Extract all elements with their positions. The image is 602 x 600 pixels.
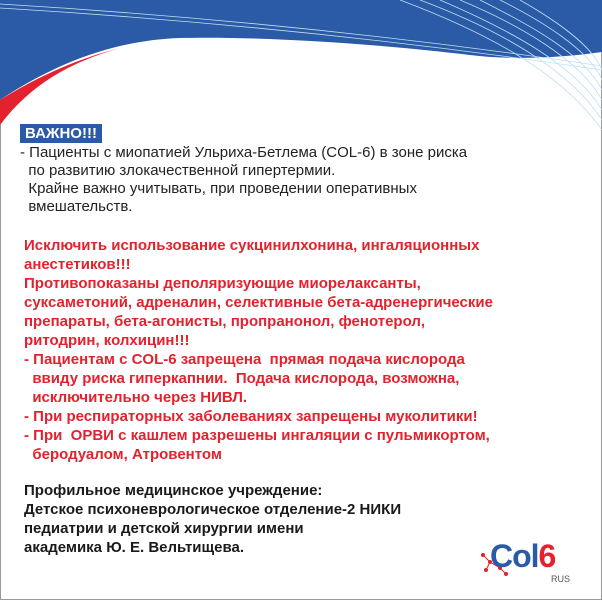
institution-line: Профильное медицинское учреждение: <box>24 482 323 499</box>
warning-line: ввиду риска гиперкапнии. Подача кислорода, возможна, <box>24 370 460 387</box>
warning-line: анестетиков!!! <box>24 256 131 273</box>
institution-line: академика Ю. Е. Вельтищева. <box>24 539 245 556</box>
logo-sub: RUS <box>551 574 571 584</box>
warning-line: Исключить использование сукцинилхонина, ингаляционных <box>24 237 480 254</box>
logo-text: Col <box>490 538 539 574</box>
warning-line: - Пациентам с COL-6 запрещена прямая подача кислорода <box>24 351 465 368</box>
institution-line: педиатрии и детской хирургии имени <box>24 520 304 537</box>
intro-line: - Пациенты с миопатией Ульриха-Бетлема (COL-6) в зоне риска <box>20 144 468 161</box>
warning-line: - При респираторных заболеваниях запрещены муколитики! <box>24 408 478 425</box>
warning-line: исключительно через НИВЛ. <box>24 389 248 406</box>
warning-line: беродуалом, Атровентом <box>24 446 222 463</box>
warning-line: суксаметоний, адреналин, селективные бета-адренергические <box>24 294 493 311</box>
institution-line: Детское психоневрологическое отделение-2 НИКИ <box>24 501 402 518</box>
intro-line: по развитию злокачественной гипертермии. <box>20 162 336 179</box>
intro-line: Крайне важно учитывать, при проведении оперативных <box>20 180 417 197</box>
header-wave-decoration <box>0 0 602 140</box>
col6-logo <box>478 540 578 590</box>
important-badge: ВАЖНО!!! <box>20 124 102 143</box>
warning-line: ритодрин, колхицин!!! <box>24 332 190 349</box>
logo-digit: 6 <box>538 538 556 574</box>
warning-line: - При ОРВИ с кашлем разрешены ингаляции с пульмикортом, <box>24 427 490 444</box>
warning-line: препараты, бета-агонисты, пропранонол, фенотерол, <box>24 313 426 330</box>
intro-line: вмешательств. <box>20 198 133 215</box>
warning-line: Противопоказаны деполяризующие миорелаксанты, <box>24 275 421 292</box>
